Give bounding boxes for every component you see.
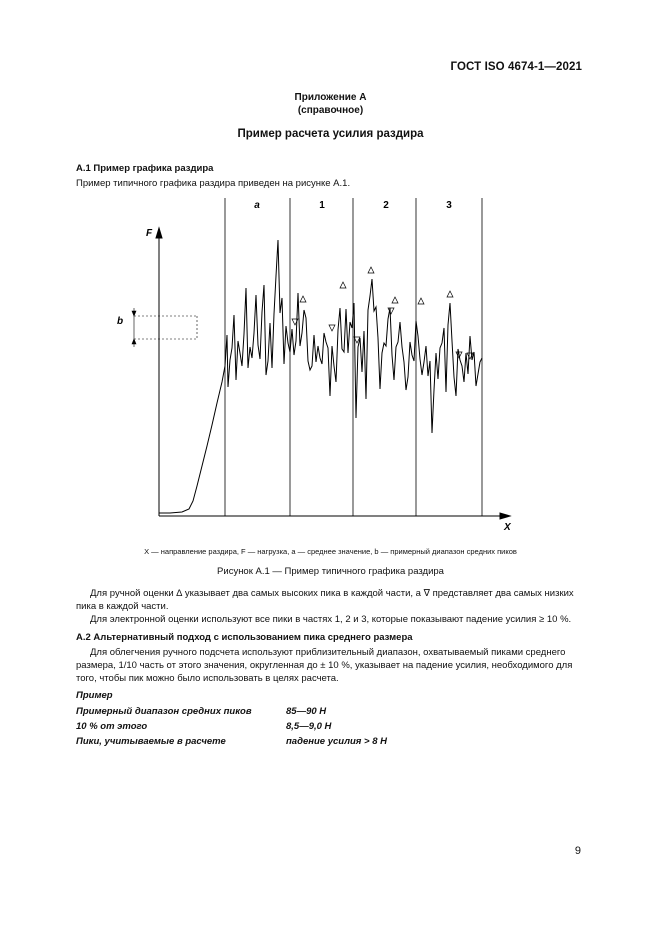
example-row-label: Примерный диапазон средних пиков bbox=[76, 706, 252, 717]
example-row-value: 8,5—9,0 Н bbox=[286, 721, 332, 732]
high-peak-markers bbox=[300, 267, 453, 304]
part-label-a: a bbox=[254, 200, 260, 211]
y-axis-arrow bbox=[156, 228, 162, 238]
example-row-label: 10 % от этого bbox=[76, 721, 148, 732]
section-a1-text: Пример типичного графика раздира приведен на рисунке А.1. bbox=[76, 178, 351, 189]
part-label-2: 2 bbox=[383, 200, 389, 211]
page-number: 9 bbox=[574, 845, 581, 857]
part-label-1: 1 bbox=[319, 200, 325, 211]
triangle-up-icon bbox=[418, 298, 424, 304]
section-a2-line3: того, чтобы пик можно было использовать в целях расчета. bbox=[76, 673, 339, 684]
example-row-value: падение усилия > 8 Н bbox=[286, 736, 387, 747]
figure-caption: Рисунок А.1 — Пример типичного графика раздира bbox=[217, 566, 444, 577]
part-label-3: 3 bbox=[446, 200, 452, 211]
triangle-up-icon bbox=[340, 282, 346, 288]
paragraph-line bbox=[76, 587, 596, 600]
example-title: Пример bbox=[76, 690, 113, 701]
document-header: ГОСТ ISO 4674-1—2021 bbox=[450, 61, 582, 73]
y-axis-label: F bbox=[146, 228, 153, 239]
paragraph-text: Для ручной оценки ∆ указывает два самых высоких пика в каждой части, а ∇ представляет два самых низких bbox=[90, 588, 574, 599]
part-separators bbox=[225, 198, 482, 516]
paragraph-line: пика в каждой части. bbox=[76, 601, 169, 612]
section-a1-heading: A.1 Пример графика раздира bbox=[76, 163, 214, 174]
triangle-up-icon bbox=[392, 297, 398, 303]
band-label-b: b bbox=[117, 316, 124, 327]
band-b bbox=[132, 308, 197, 347]
annex-title: Приложение А bbox=[294, 92, 367, 103]
paragraph-electronic-estimation: Для электронной оценки используют все пики в частях 1, 2 и 3, которые показывают падение усилия ≥ 10 %. bbox=[90, 614, 572, 625]
tear-graph-figure bbox=[70, 190, 511, 535]
triangle-up-icon bbox=[300, 296, 306, 302]
section-a2-heading: A.2 Альтернативный подход с использованием пика среднего размера bbox=[76, 632, 413, 643]
example-row-value: 85—90 Н bbox=[286, 706, 327, 717]
section-a2-line1: Для облегчения ручного подсчета используют приблизительный диапазон, охватываемый пиками среднего bbox=[90, 647, 566, 658]
figure-legend: X — направление раздира, F — нагрузка, a — среднее значение, b — примерный диапазон средних пиков bbox=[144, 547, 517, 556]
triangle-down-icon bbox=[329, 325, 335, 331]
section-a2-line2: размера, 1/10 часть от этого значения, округленная до ± 10 %, указывает на падение усилия, необходимого для bbox=[76, 660, 573, 671]
triangle-up-icon bbox=[447, 291, 453, 297]
paragraph-manual-estimation bbox=[76, 587, 596, 613]
annex-subtitle: (справочное) bbox=[297, 105, 364, 116]
x-axis-label: X bbox=[504, 522, 511, 533]
triangle-up-icon bbox=[368, 267, 374, 273]
tear-curve bbox=[159, 240, 482, 513]
x-axis-arrow bbox=[500, 513, 510, 519]
document-title: Пример расчета усилия раздира bbox=[237, 128, 424, 140]
example-row-label: Пики, учитываемые в расчете bbox=[76, 736, 226, 747]
